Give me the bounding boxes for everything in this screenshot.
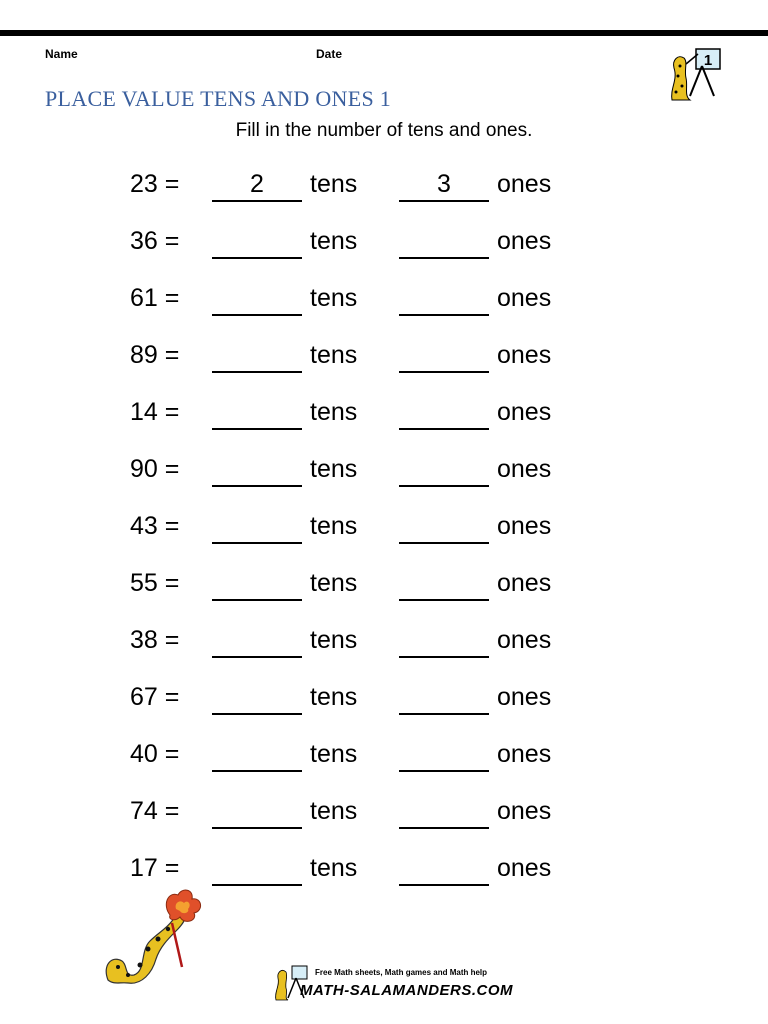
problem-number: 14 = — [130, 398, 180, 426]
ones-label: ones — [497, 683, 552, 711]
ones-label: ones — [497, 569, 552, 597]
footer-tagline: Free Math sheets, Math games and Math help — [315, 968, 488, 977]
tens-label: tens — [310, 455, 358, 483]
ones-label: ones — [497, 512, 552, 540]
ones-label: ones — [497, 170, 552, 198]
problem-number: 17 = — [130, 854, 180, 882]
problem-number: 36 = — [130, 227, 180, 255]
tens-label: tens — [310, 683, 358, 711]
tens-label: tens — [310, 398, 358, 426]
tens-answer-blank[interactable] — [212, 626, 302, 658]
ones-label: ones — [497, 398, 552, 426]
ones-answer-blank[interactable] — [399, 854, 489, 886]
ones-answer-blank[interactable] — [399, 227, 489, 259]
problem-row — [0, 683, 768, 723]
footer-site-name: MATH-SALAMANDERS.COM — [300, 982, 514, 999]
tens-label: tens — [310, 569, 358, 597]
ones-answer-blank[interactable] — [399, 740, 489, 772]
problem-number: 43 = — [130, 512, 180, 540]
ones-label: ones — [497, 341, 552, 369]
problem-number: 61 = — [130, 284, 180, 312]
problem-number: 55 = — [130, 569, 180, 597]
page-title: PLACE VALUE TENS AND ONES 1 — [45, 86, 392, 111]
tens-answer-blank[interactable] — [212, 569, 302, 601]
tens-answer-blank[interactable] — [212, 740, 302, 772]
tens-answer-blank[interactable] — [212, 284, 302, 316]
problem-row — [0, 341, 768, 381]
problem-number: 38 = — [130, 626, 180, 654]
problem-row — [0, 512, 768, 552]
ones-label: ones — [497, 227, 552, 255]
problem-number: 90 = — [130, 455, 180, 483]
tens-label: tens — [310, 341, 358, 369]
ones-answer-blank[interactable] — [399, 683, 489, 715]
tens-answer-blank[interactable] — [212, 227, 302, 259]
ones-label: ones — [497, 854, 552, 882]
top-rule — [0, 30, 768, 36]
ones-label: ones — [497, 284, 552, 312]
problem-number: 23 = — [130, 170, 180, 198]
tens-answer-blank[interactable] — [212, 398, 302, 430]
problem-row — [0, 626, 768, 666]
tens-label: tens — [310, 626, 358, 654]
problem-row — [0, 170, 768, 210]
tens-answer-blank[interactable] — [212, 683, 302, 715]
problem-number: 74 = — [130, 797, 180, 825]
salamander-mascot-image — [98, 885, 208, 990]
tens-label: tens — [310, 227, 358, 255]
instructions: Fill in the number of tens and ones. — [235, 120, 533, 141]
problem-number: 89 = — [130, 341, 180, 369]
ones-label: ones — [497, 455, 552, 483]
logo-number: 1 — [703, 52, 713, 69]
ones-answer-blank[interactable] — [399, 284, 489, 316]
problem-row — [0, 740, 768, 780]
date-label: Date — [316, 47, 343, 61]
tens-label: tens — [310, 740, 358, 768]
ones-label: ones — [497, 797, 552, 825]
problem-number: 40 = — [130, 740, 180, 768]
tens-answer-blank[interactable]: 2 — [212, 170, 302, 202]
tens-label: tens — [310, 170, 358, 198]
problem-row — [0, 569, 768, 609]
problem-row — [0, 398, 768, 438]
ones-answer-blank[interactable] — [399, 797, 489, 829]
problem-number: 67 = — [130, 683, 180, 711]
ones-answer-blank[interactable] — [399, 398, 489, 430]
ones-label: ones — [497, 626, 552, 654]
tens-label: tens — [310, 512, 358, 540]
ones-answer-blank[interactable]: 3 — [399, 170, 489, 202]
problem-row — [0, 227, 768, 267]
ones-answer-blank[interactable] — [399, 341, 489, 373]
tens-label: tens — [310, 797, 358, 825]
tens-answer-blank[interactable] — [212, 512, 302, 544]
problem-row — [0, 797, 768, 837]
ones-label: ones — [497, 740, 552, 768]
tens-answer-blank[interactable] — [212, 341, 302, 373]
name-label: Name — [45, 47, 78, 61]
ones-answer-blank[interactable] — [399, 455, 489, 487]
problem-row — [0, 284, 768, 324]
tens-answer-blank[interactable] — [212, 797, 302, 829]
ones-answer-blank[interactable] — [399, 512, 489, 544]
tens-label: tens — [310, 284, 358, 312]
tens-label: tens — [310, 854, 358, 882]
ones-answer-blank[interactable] — [399, 569, 489, 601]
ones-answer-blank[interactable] — [399, 626, 489, 658]
math-salamanders-logo — [660, 46, 726, 104]
problem-row — [0, 455, 768, 495]
tens-answer-blank[interactable] — [212, 854, 302, 886]
tens-answer-blank[interactable] — [212, 455, 302, 487]
